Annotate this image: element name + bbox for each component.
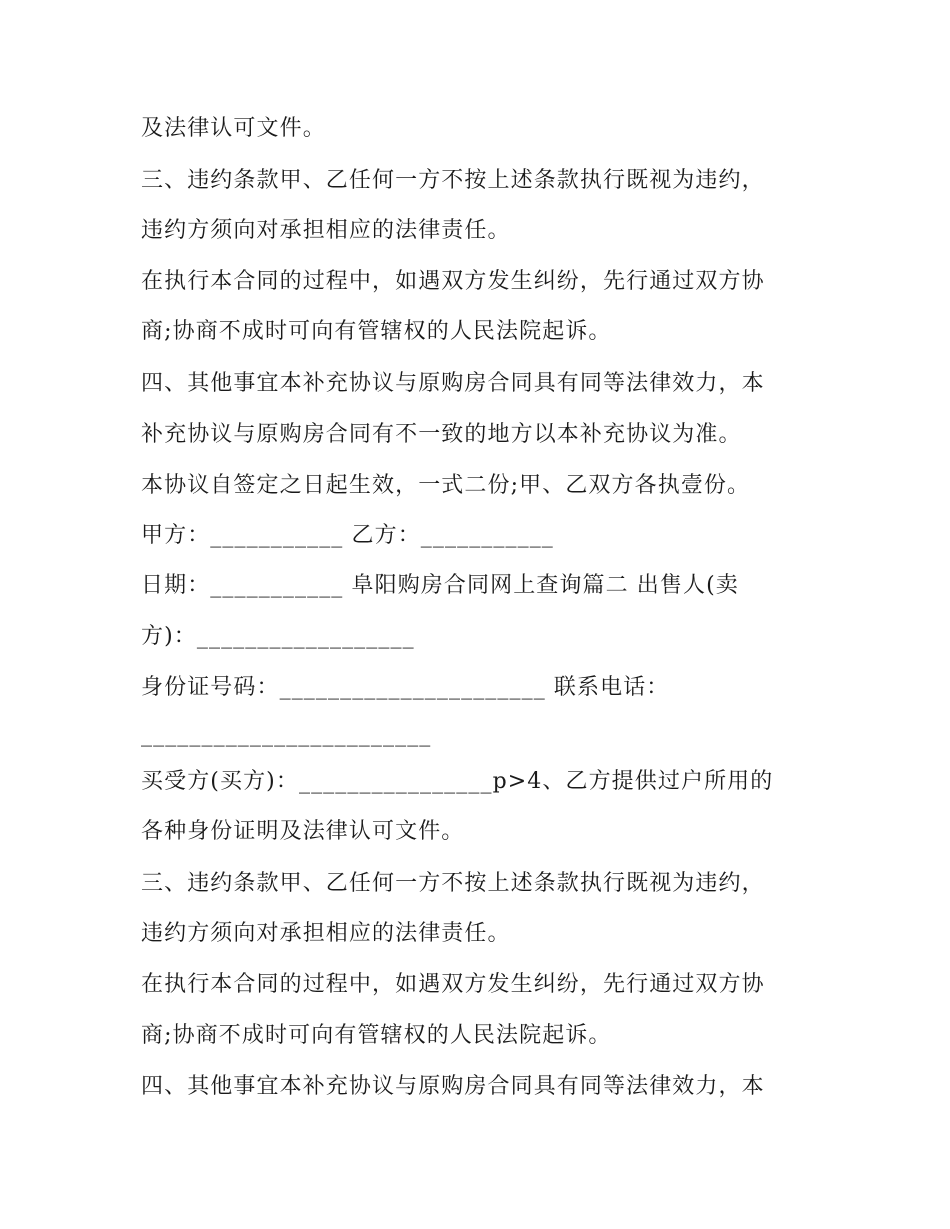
- text-line: 四、其他事宜本补充协议与原购房合同具有同等法律效力，本: [141, 1074, 765, 1099]
- id-number-line: 身份证号码：______________________ 联系电话：: [141, 675, 670, 700]
- text-line: 各种身份证明及法律认可文件。: [141, 819, 465, 844]
- seller-line: 方)：__________________: [141, 624, 415, 649]
- buyer-line: 买受方(买方)：________________p>4、乙方提供过户所用的: [141, 769, 774, 794]
- text-line: 违约方须向对承担相应的法律责任。: [141, 921, 511, 946]
- text-line: 商;协商不成时可向有管辖权的人民法院起诉。: [141, 1023, 612, 1048]
- text-line: 补充协议与原购房合同有不一致的地方以本补充协议为准。: [141, 422, 742, 447]
- date-line: 日期：___________ 阜阳购房合同网上查询篇二 出售人(卖: [141, 573, 739, 598]
- text-line: 三、违约条款甲、乙任何一方不按上述条款执行既视为违约，: [141, 168, 765, 193]
- text-line: 本协议自签定之日起生效，一式二份;甲、乙双方各执壹份。: [141, 473, 751, 498]
- text-line: 商;协商不成时可向有管辖权的人民法院起诉。: [141, 319, 612, 344]
- text-line: 违约方须向对承担相应的法律责任。: [141, 218, 511, 243]
- text-line: 在执行本合同的过程中，如遇双方发生纠纷，先行通过双方协: [141, 972, 765, 997]
- phone-blank-line: ________________________: [141, 722, 432, 747]
- text-line: 及法律认可文件。: [141, 116, 326, 141]
- signature-line-party-a-b: 甲方：___________ 乙方：___________: [141, 523, 554, 548]
- text-line: 三、违约条款甲、乙任何一方不按上述条款执行既视为违约，: [141, 871, 765, 896]
- text-line: 在执行本合同的过程中，如遇双方发生纠纷，先行通过双方协: [141, 269, 765, 294]
- text-line: 四、其他事宜本补充协议与原购房合同具有同等法律效力，本: [141, 371, 765, 396]
